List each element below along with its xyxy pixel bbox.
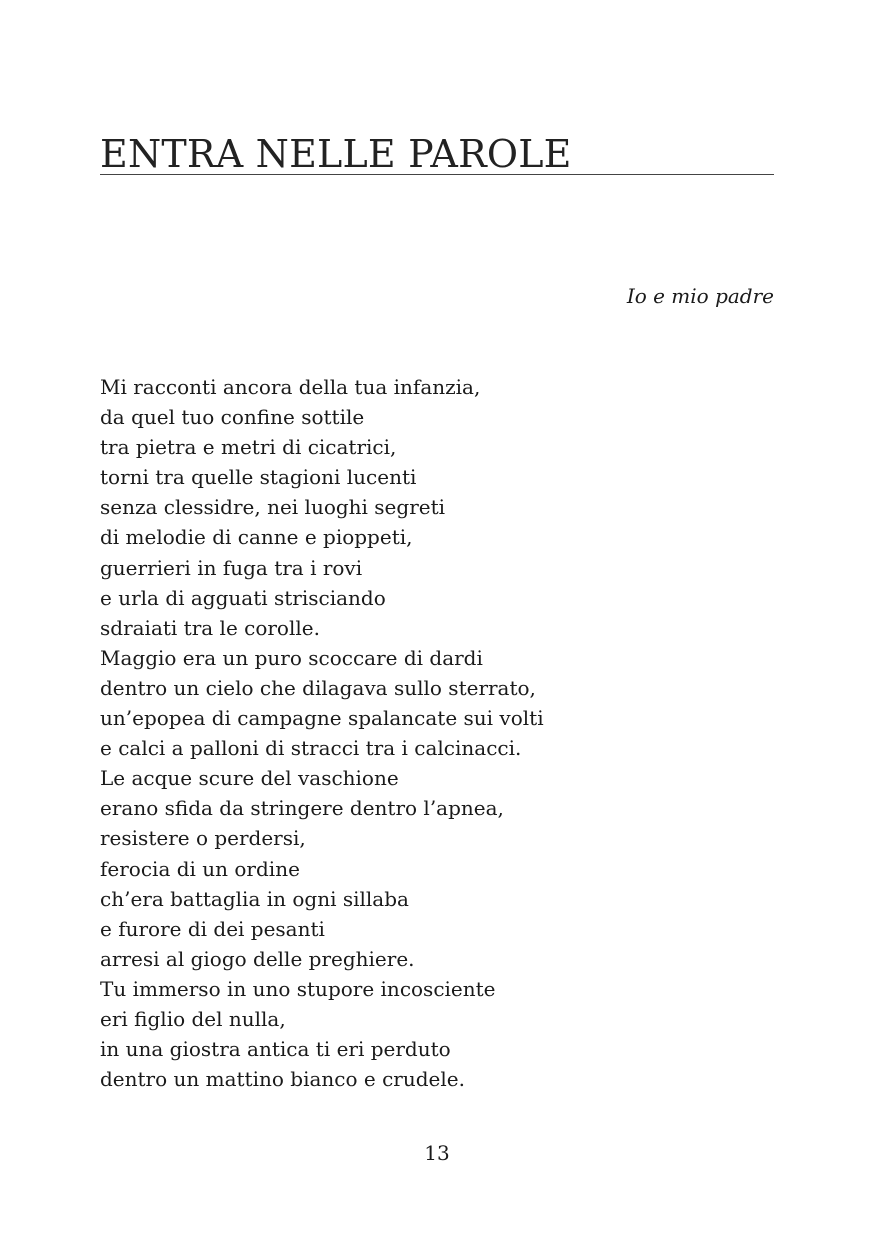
poem-line: sdraiati tra le corolle. [100,615,320,640]
poem-line: resistere o perdersi, [100,826,306,851]
poem-line: e furore di dei pesanti [100,916,325,941]
poem-line: guerrieri in fuga tra i rovi [100,555,363,580]
poem-line: torni tra quelle stagioni lucenti [100,465,417,490]
poem-line: in una giostra antica ti eri perduto [100,1037,451,1062]
poem-line: ferocia di un ordine [100,856,300,881]
poem-line: Tu immerso in uno stupore incosciente [100,976,496,1001]
poem-line: di melodie di canne e pioppeti, [100,525,413,550]
poem-line: eri figlio del nulla, [100,1006,286,1031]
poem-line: Le acque scure del vaschione [100,766,399,791]
chapter-title: ENTRA NELLE PAROLE [100,132,572,176]
poem-line: tra pietra e metri di cicatrici, [100,435,397,460]
page-number: 13 [424,1141,450,1165]
poem-line: da quel tuo confine sottile [100,405,365,430]
poem-line: Mi racconti ancora della tua infanzia, [100,375,481,399]
poem-body [100,372,774,1094]
title-underline-rule [100,174,774,175]
poem-line: dentro un mattino bianco e crudele. [100,1067,465,1092]
poem-line: e urla di agguati strisciando [100,585,386,610]
poem-line: arresi al giogo delle preghiere. [100,946,415,971]
poem-line: e calci a palloni di stracci tra i calcinacci. [100,736,522,761]
poem-line: ch’era battaglia in ogni sillaba [100,886,409,911]
poem-line: erano sfida da stringere dentro l’apnea, [100,796,504,821]
poem-line: Maggio era un puro scoccare di dardi [100,645,483,670]
poem-line: senza clessidre, nei luoghi segreti [100,495,446,520]
poem-title: Io e mio padre [626,284,774,308]
poem-line: un’epopea di campagne spalancate sui volti [100,706,544,731]
poem-line: dentro un cielo che dilagava sullo sterrato, [100,675,536,700]
